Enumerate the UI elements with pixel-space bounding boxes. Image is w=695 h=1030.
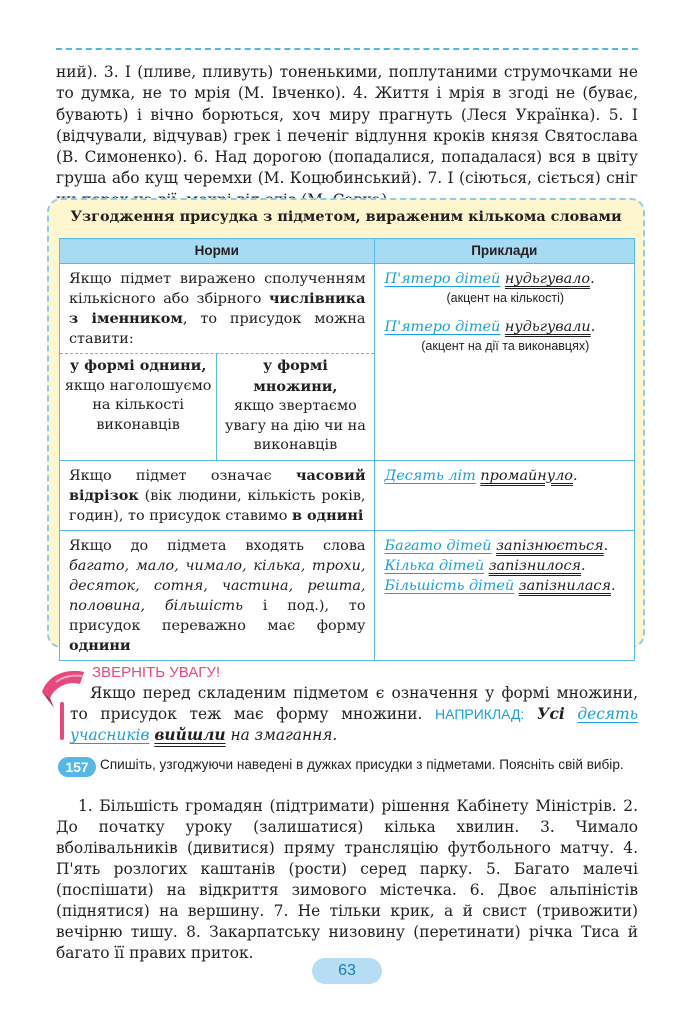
example-cell: П'ятеро дітей нудьгувало. (акцент на кількості) П'ятеро дітей нудьгували. (акцент на дії та виконавцях) [374,264,634,461]
exercise-text: 1. Більшість громадян (підтримати) рішення Кабінету Міністрів. 2. До початку уроку (залишатися) кілька хвилин. 3. Чимало вболівальників (дивитися) пряму трансляцію футбольного матчу. 4. П'ять розлогих каштанів (рости) серед парку. 5. Багато малечі (поспішати) на відкриття зимового містечка. 6. Двоє альпіністів (піднятися) на вершину. 7. Не тільки крик, а й свист (тривожити) вечірню тишу. 8. Закарпатську низовину (перетинати) річка Тиса й багато її правих приток. [56,797,638,962]
norm-text: (вік людини, кількість років, годин), то присудок ставимо [69,487,366,524]
page-number: 63 [312,958,382,984]
norm-bold: часовий відрізок [69,466,366,504]
example-subject: Більшість дітей [384,577,515,594]
example-subject: Багато дітей [384,537,492,554]
example-rest: на змагання. [230,726,338,744]
norm-bold: числівника з іменником [69,290,366,327]
norm-bold: в однині [291,506,364,524]
attention-body: Якщо перед складеним підметом є означення у формі множини, то присудок теж має форму множини. [70,684,638,723]
table-row [60,264,635,461]
norm-cell [60,460,375,530]
rules-table [59,238,635,661]
rules-box-title: Узгодження присудка з підметом, вираженим кількома словами [70,208,622,225]
example-predicate: запізнилося [488,557,582,574]
example-subject: П'ятеро дітей [384,271,501,287]
table-header-row [60,239,635,264]
intro-text: ний). 3. І (пливе, пливуть) тоненькими, поплутаними струмочками не то думка, не то мрія (М. Івченко). 4. Життя і мрія в згоді не (буває, бувають) і вічно борються, хоч миру прагнуть (Леся Українка). 5. І (відчували, відчував) грек і печеніг відлуння кроків князя Святослава (В. Симоненко). 6. Над дорогою (попадалися, попадалася) вся в цвіту груша або кущ черемхи (М. Коцюбинський). 7. І (сіються, сіється) сніг [56,63,638,188]
intro-paragraph [56,62,638,211]
example-note: (акцент на дії та виконавцях) [421,339,590,353]
norm-cell [60,530,375,660]
norm-text: Якщо до підмета входять слова [69,537,366,554]
example-label: НАПРИКЛАД: [435,706,525,722]
norm-text: і под.), то присудок переважно має форму [69,597,366,634]
example-predicate: запізнилася [518,577,612,594]
norm-text: якщо звертаємо увагу на дію чи на виконавців [224,398,366,453]
attention-bar [60,702,64,740]
norm-bold: однини [69,636,131,654]
norm-italic: багато, мало, чимало, кілька, трохи, десяток, сотня, частина, решта, половина, більшість [69,557,366,614]
table-row [60,460,635,530]
exercise-task: Спишіть, узгоджуючи наведені в дужках присудки з підметами. Поясніть свій вибір. [100,757,624,772]
norm-text: Якщо підмет означає [69,467,296,484]
norm-text: , то присудок можна ставити: [69,311,366,347]
attention-text [70,683,638,746]
example-cell: Багато дітей запізнюється. Кілька дітей запізнилося. Більшість дітей запізнилася. [374,530,634,660]
norm-split-left [60,354,217,460]
col-header-norms: Норми [60,239,375,264]
example-predicate: нудьгувало [504,271,591,287]
example-note: (акцент на кількості) [446,291,565,305]
norm-text: якщо наголошуємо на кількості виконавців [64,377,212,433]
example-subject: Десять літ [384,467,476,484]
table-row [60,530,635,660]
col-header-examples: Приклади [374,239,634,264]
rules-box [47,198,645,654]
example-subject: П'ятеро дітей [384,319,501,335]
top-divider [56,48,638,50]
attention-title: ЗВЕРНІТЬ УВАГУ! [92,664,221,681]
example-subject: Кілька дітей [384,557,485,574]
example-predicate: вийшли [154,726,226,744]
example-predicate: промайнуло [480,467,573,484]
norm-cell [60,264,375,461]
example-predicate: нудьгували [504,319,591,335]
norm-bold: у формі множини, [253,357,338,395]
example-attribute: Усі [536,705,565,723]
norm-split [60,353,374,460]
example-predicate: запізнюється [496,537,604,554]
example-cell: Десять літ промайнуло. [374,460,634,530]
exercise-number: 157 [58,757,96,777]
example-subject: десять учасників [70,705,638,744]
norm-bold: у формі однини, [69,357,207,374]
norm-split-right [217,354,373,460]
norm-text: Якщо підмет виражено сполученням кількісного або збірного [69,271,366,307]
